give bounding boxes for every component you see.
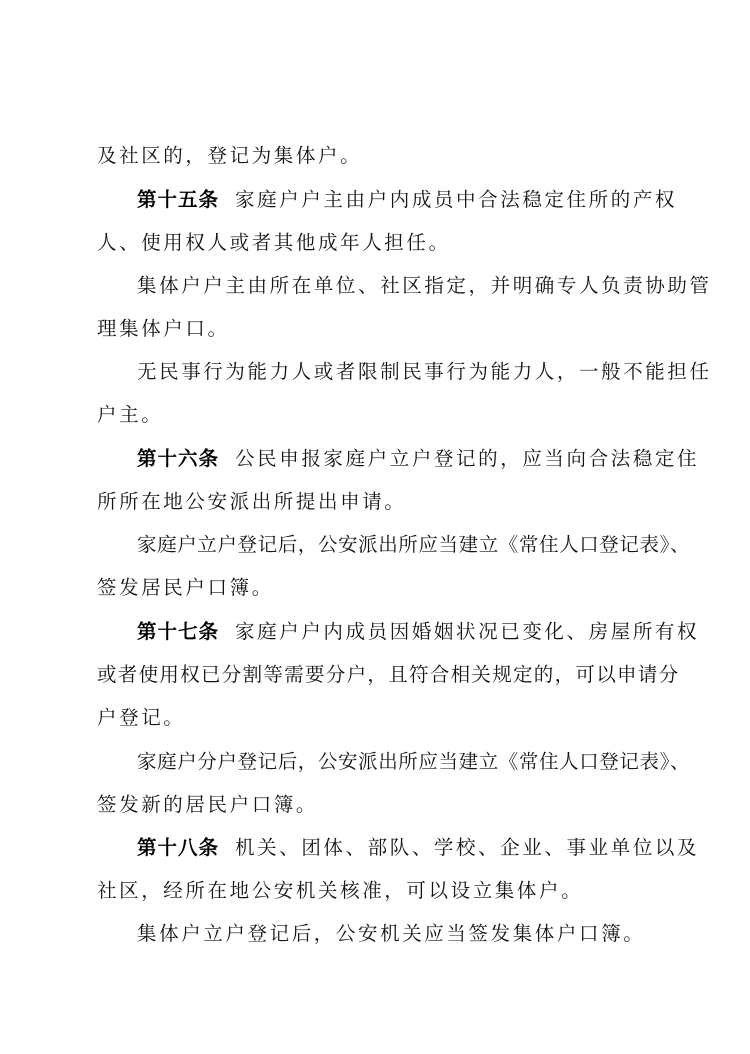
article-first-line xyxy=(137,446,707,472)
article-first-line xyxy=(137,835,707,861)
text-line: 或者使用权已分割等需要分户，且符合相关规定的，可以申请分 xyxy=(97,663,680,686)
text-line: 家庭户分户登记后，公安派出所应当建立《常住人口登记表》、 xyxy=(137,750,691,773)
text-line: 公民申报家庭户立户登记的，应当向合法稳定住 xyxy=(235,447,700,470)
text-line: 机关、团体、部队、学校、企业、事业单位以及 xyxy=(235,836,700,859)
text-line: 集体户立户登记后，公安机关应当签发集体户口簿。 xyxy=(137,922,646,945)
text-line: 理集体户口。 xyxy=(97,317,230,340)
text-line: 人、使用权人或者其他成年人担任。 xyxy=(97,231,451,254)
article-first-line xyxy=(137,619,707,645)
text-line: 户主。 xyxy=(97,403,164,426)
text-line: 家庭户户内成员因婚姻状况已变化、房屋所有权 xyxy=(235,620,700,643)
article-number: 第十八条 xyxy=(137,836,220,859)
article-first-line xyxy=(137,187,707,213)
text-line: 家庭户户主由户内成员中合法稳定住所的产权 xyxy=(235,188,678,211)
article-number: 第十六条 xyxy=(137,447,220,470)
text-line: 家庭户立户登记后，公安派出所应当建立《常住人口登记表》、 xyxy=(137,533,691,556)
text-line: 签发新的居民户口簿。 xyxy=(97,793,319,816)
text-line: 集体户户主由所在单位、社区指定，并明确专人负责协助管 xyxy=(137,274,712,297)
text-line: 所所在地公安派出所提出申请。 xyxy=(97,490,407,513)
text-line: 无民事行为能力人或者限制民事行为能力人，一般不能担任 xyxy=(137,360,712,383)
text-line: 签发居民户口簿。 xyxy=(97,576,274,599)
text-line: 社区，经所在地公安机关核准，可以设立集体户。 xyxy=(97,879,584,902)
text-line: 及社区的，登记为集体户。 xyxy=(97,144,363,167)
article-number: 第十七条 xyxy=(137,620,220,643)
text-line: 户登记。 xyxy=(97,706,186,729)
article-number: 第十五条 xyxy=(137,188,220,211)
